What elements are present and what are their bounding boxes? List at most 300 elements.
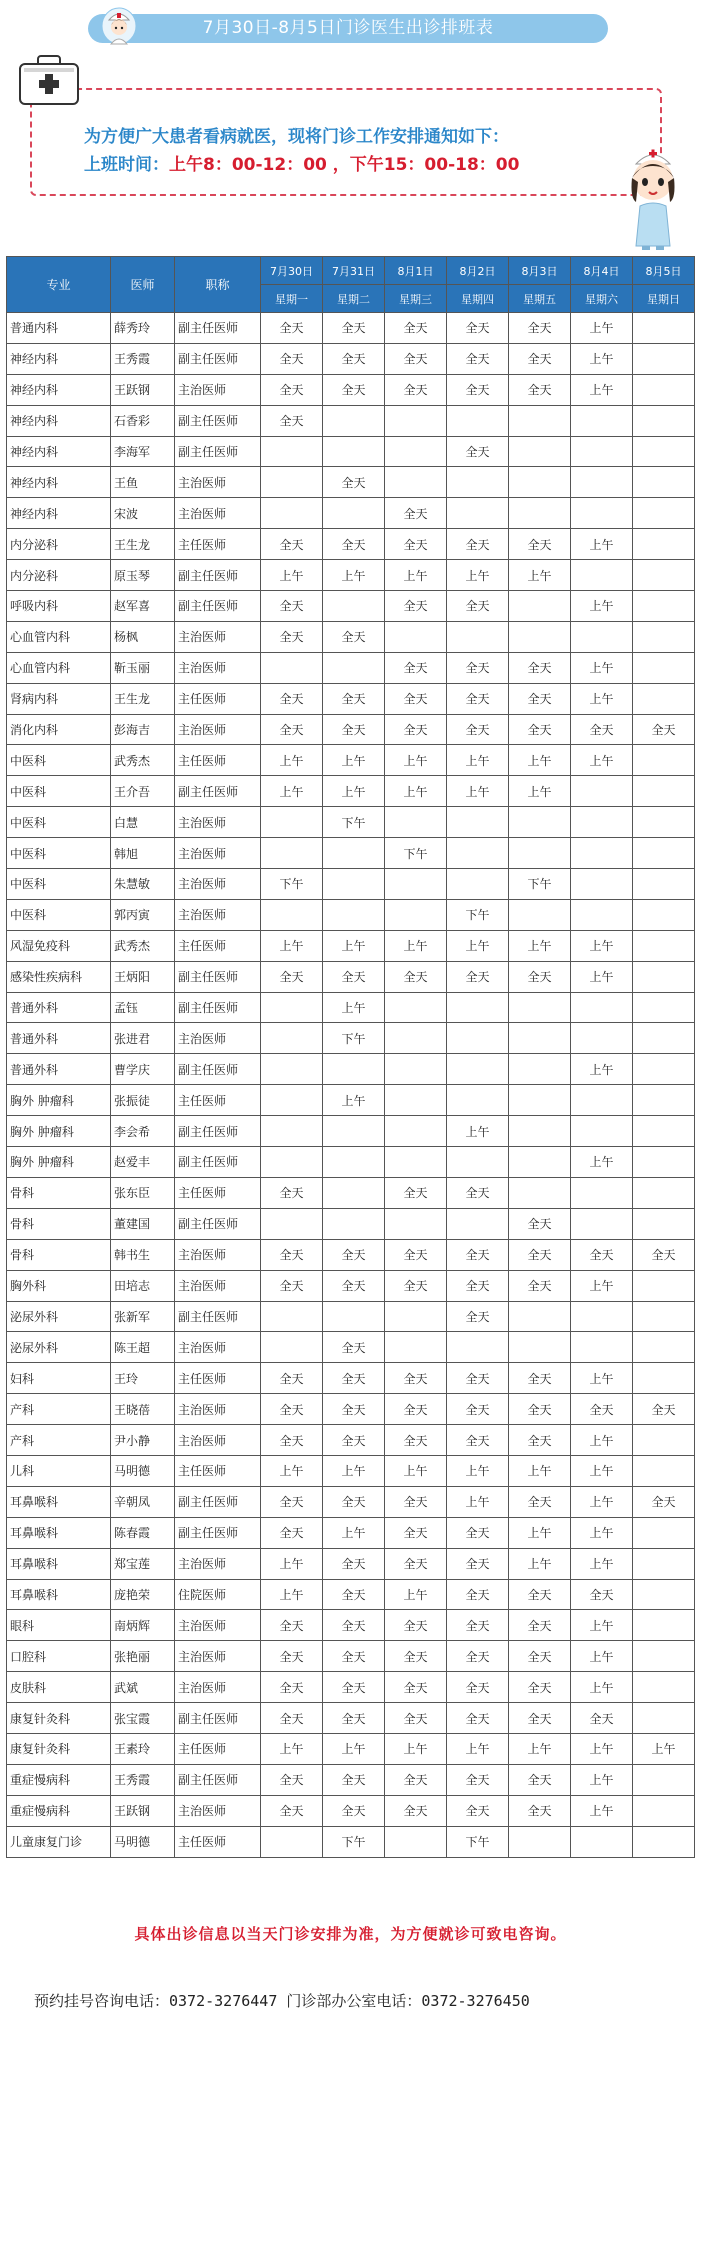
cell-title: 主治医师 <box>175 1270 261 1301</box>
cell-day: 全天 <box>385 1239 447 1270</box>
cell-day <box>261 467 323 498</box>
cell-day <box>385 1826 447 1857</box>
cell-day <box>571 560 633 591</box>
cell-day: 上午 <box>323 1517 385 1548</box>
cell-doctor: 郭丙寅 <box>111 899 175 930</box>
cell-day <box>633 313 695 344</box>
cell-day <box>509 467 571 498</box>
table-row <box>7 467 695 498</box>
cell-day: 上午 <box>447 1486 509 1517</box>
cell-department: 中医科 <box>7 899 111 930</box>
cell-department: 骨科 <box>7 1208 111 1239</box>
notice-hours <box>84 150 519 175</box>
cell-day <box>261 899 323 930</box>
table-header <box>7 257 695 313</box>
cell-department: 中医科 <box>7 869 111 900</box>
cell-day: 全天 <box>509 1394 571 1425</box>
cell-day: 上午 <box>261 776 323 807</box>
cell-day: 上午 <box>261 930 323 961</box>
cell-day <box>261 807 323 838</box>
cell-day <box>571 776 633 807</box>
cell-title: 副主任医师 <box>175 1147 261 1178</box>
cell-day <box>447 1054 509 1085</box>
cell-day: 下午 <box>323 807 385 838</box>
cell-title: 主治医师 <box>175 1239 261 1270</box>
cell-day <box>633 1301 695 1332</box>
hours-value: 上午8：00-12：00 ，下午15：00-18：00 <box>169 155 520 175</box>
cell-doctor: 石香彩 <box>111 405 175 436</box>
table-row <box>7 869 695 900</box>
cell-day: 全天 <box>447 961 509 992</box>
cell-day <box>633 374 695 405</box>
header-doctor: 医师 <box>111 257 175 313</box>
cell-day: 全天 <box>447 1764 509 1795</box>
cell-day <box>447 1085 509 1116</box>
cell-day <box>633 529 695 560</box>
cell-day: 上午 <box>509 1455 571 1486</box>
cell-doctor: 张东臣 <box>111 1177 175 1208</box>
cell-title: 主治医师 <box>175 899 261 930</box>
cell-day <box>633 807 695 838</box>
cell-day <box>509 1054 571 1085</box>
table-row <box>7 1641 695 1672</box>
table-row <box>7 1023 695 1054</box>
cell-doctor: 张艳丽 <box>111 1641 175 1672</box>
table-row <box>7 405 695 436</box>
cell-day: 上午 <box>447 930 509 961</box>
table-row <box>7 1363 695 1394</box>
cell-day: 全天 <box>323 467 385 498</box>
table-row <box>7 930 695 961</box>
cell-department: 骨科 <box>7 1239 111 1270</box>
cell-day: 全天 <box>323 1332 385 1363</box>
table-row <box>7 1764 695 1795</box>
cell-department: 普通外科 <box>7 1054 111 1085</box>
cell-title: 副主任医师 <box>175 1301 261 1332</box>
cell-title: 主任医师 <box>175 1177 261 1208</box>
cell-day <box>323 838 385 869</box>
cell-day: 全天 <box>261 374 323 405</box>
cell-day <box>261 652 323 683</box>
page-title: 7月30日-8月5日门诊医生出诊排班表 <box>88 14 608 43</box>
cell-day <box>633 1270 695 1301</box>
cell-day: 全天 <box>509 343 571 374</box>
cell-day: 上午 <box>447 745 509 776</box>
cell-day: 上午 <box>261 560 323 591</box>
cell-day: 上午 <box>385 1579 447 1610</box>
cell-doctor: 赵爱丰 <box>111 1147 175 1178</box>
cell-day <box>633 930 695 961</box>
notice-intro: 为方便广大患者看病就医，现将门诊工作安排通知如下： <box>84 127 509 147</box>
cell-day <box>633 1363 695 1394</box>
table-row <box>7 1054 695 1085</box>
cell-day <box>323 1208 385 1239</box>
table-row <box>7 1116 695 1147</box>
table-row <box>7 807 695 838</box>
cell-day: 全天 <box>385 374 447 405</box>
cell-department: 神经内科 <box>7 467 111 498</box>
cell-day: 上午 <box>323 1455 385 1486</box>
cell-title: 副主任医师 <box>175 1486 261 1517</box>
cell-day <box>261 838 323 869</box>
cell-department: 康复针灸科 <box>7 1733 111 1764</box>
header-weekday: 星期二 <box>323 285 385 313</box>
cell-day: 全天 <box>323 961 385 992</box>
cell-day: 全天 <box>447 1548 509 1579</box>
cell-doctor: 张宝霞 <box>111 1703 175 1734</box>
cell-day: 全天 <box>385 343 447 374</box>
cell-title: 主治医师 <box>175 467 261 498</box>
cell-department: 神经内科 <box>7 436 111 467</box>
cell-title: 主任医师 <box>175 1085 261 1116</box>
cell-day: 全天 <box>323 313 385 344</box>
cell-day <box>323 405 385 436</box>
cell-day: 全天 <box>571 1703 633 1734</box>
header-weekday: 星期六 <box>571 285 633 313</box>
cell-day: 上午 <box>385 745 447 776</box>
cell-day: 上午 <box>509 930 571 961</box>
table-row <box>7 1270 695 1301</box>
cell-day <box>323 1116 385 1147</box>
cell-doctor: 宋波 <box>111 498 175 529</box>
cell-day <box>633 1641 695 1672</box>
table-row <box>7 1085 695 1116</box>
cell-day: 全天 <box>261 529 323 560</box>
cell-department: 中医科 <box>7 776 111 807</box>
cell-day: 全天 <box>509 1579 571 1610</box>
cell-day: 全天 <box>323 1703 385 1734</box>
cell-day: 上午 <box>509 776 571 807</box>
cell-doctor: 陈春霞 <box>111 1517 175 1548</box>
cell-day: 全天 <box>385 1486 447 1517</box>
cell-day <box>509 1116 571 1147</box>
medical-kit-icon <box>14 52 84 108</box>
cell-day: 下午 <box>323 1023 385 1054</box>
header-date: 8月1日 <box>385 257 447 285</box>
cell-day: 全天 <box>385 1548 447 1579</box>
cell-day <box>633 1116 695 1147</box>
cell-day: 全天 <box>571 714 633 745</box>
cell-day: 全天 <box>509 1795 571 1826</box>
cell-doctor: 曹学庆 <box>111 1054 175 1085</box>
cell-title: 主任医师 <box>175 930 261 961</box>
cell-department: 耳鼻喉科 <box>7 1486 111 1517</box>
cell-day <box>571 405 633 436</box>
header-date: 8月4日 <box>571 257 633 285</box>
cell-doctor: 李海军 <box>111 436 175 467</box>
cell-day: 全天 <box>261 1425 323 1456</box>
cell-day: 全天 <box>261 1394 323 1425</box>
cell-day <box>323 869 385 900</box>
hours-label: 上班时间： <box>84 155 169 175</box>
cell-day <box>571 838 633 869</box>
cell-day <box>261 1116 323 1147</box>
table-row <box>7 1579 695 1610</box>
cell-department: 肾病内科 <box>7 683 111 714</box>
table-row <box>7 498 695 529</box>
cell-doctor: 陈王超 <box>111 1332 175 1363</box>
cell-day: 全天 <box>447 1177 509 1208</box>
cell-department: 儿科 <box>7 1455 111 1486</box>
cell-day <box>385 1116 447 1147</box>
cell-day: 上午 <box>571 745 633 776</box>
table-row <box>7 1548 695 1579</box>
cell-day: 上午 <box>323 745 385 776</box>
cell-day <box>509 1147 571 1178</box>
table-body <box>7 313 695 1858</box>
cell-day <box>509 498 571 529</box>
cell-day: 下午 <box>447 899 509 930</box>
cell-department: 中医科 <box>7 838 111 869</box>
cell-day <box>385 869 447 900</box>
cell-day: 全天 <box>323 1672 385 1703</box>
cell-title: 副主任医师 <box>175 343 261 374</box>
header-date: 8月2日 <box>447 257 509 285</box>
cell-day: 上午 <box>447 1733 509 1764</box>
cell-day: 上午 <box>261 1733 323 1764</box>
cell-day: 全天 <box>385 714 447 745</box>
cell-doctor: 原玉琴 <box>111 560 175 591</box>
cell-day <box>509 838 571 869</box>
cell-day: 全天 <box>385 529 447 560</box>
cell-doctor: 王跃钢 <box>111 374 175 405</box>
cell-day: 上午 <box>385 1455 447 1486</box>
cell-day: 上午 <box>571 1641 633 1672</box>
table-row <box>7 1394 695 1425</box>
cell-day <box>509 436 571 467</box>
cell-doctor: 庞艳荣 <box>111 1579 175 1610</box>
cell-day <box>509 1301 571 1332</box>
cell-day: 上午 <box>509 1517 571 1548</box>
cell-day: 全天 <box>509 1641 571 1672</box>
cell-day: 全天 <box>509 529 571 560</box>
cell-day <box>261 1826 323 1857</box>
cell-day <box>509 591 571 622</box>
cell-day: 全天 <box>447 714 509 745</box>
cell-day: 全天 <box>447 529 509 560</box>
table-row <box>7 1517 695 1548</box>
header-department: 专业 <box>7 257 111 313</box>
cell-department: 中医科 <box>7 807 111 838</box>
cell-day <box>571 1023 633 1054</box>
cell-day: 全天 <box>509 714 571 745</box>
cell-day: 全天 <box>323 1363 385 1394</box>
cell-day <box>385 1023 447 1054</box>
cell-day <box>633 1147 695 1178</box>
cell-day <box>447 992 509 1023</box>
cell-doctor: 王跃钢 <box>111 1795 175 1826</box>
cell-day: 全天 <box>509 961 571 992</box>
table-row <box>7 560 695 591</box>
cell-day: 全天 <box>323 343 385 374</box>
header-weekday: 星期四 <box>447 285 509 313</box>
cell-day <box>633 961 695 992</box>
cell-day: 全天 <box>261 1270 323 1301</box>
cell-day: 全天 <box>261 1177 323 1208</box>
cell-day <box>571 899 633 930</box>
cell-day: 上午 <box>571 374 633 405</box>
cell-department: 儿童康复门诊 <box>7 1826 111 1857</box>
table-row <box>7 621 695 652</box>
cell-department: 心血管内科 <box>7 652 111 683</box>
cell-day: 全天 <box>385 498 447 529</box>
table-row <box>7 1795 695 1826</box>
cell-day: 上午 <box>385 1733 447 1764</box>
cell-day <box>323 591 385 622</box>
cell-day <box>261 1332 323 1363</box>
cell-title: 副主任医师 <box>175 1054 261 1085</box>
table-row <box>7 1486 695 1517</box>
cell-day <box>261 1301 323 1332</box>
cell-doctor: 张振徒 <box>111 1085 175 1116</box>
cell-day <box>633 1177 695 1208</box>
cell-doctor: 薛秀玲 <box>111 313 175 344</box>
cell-title: 住院医师 <box>175 1579 261 1610</box>
cell-day: 上午 <box>571 343 633 374</box>
cell-day <box>447 405 509 436</box>
cell-day: 全天 <box>261 1239 323 1270</box>
cell-doctor: 朱慧敏 <box>111 869 175 900</box>
cell-day: 全天 <box>261 1517 323 1548</box>
cell-title: 主治医师 <box>175 374 261 405</box>
cell-day: 上午 <box>447 776 509 807</box>
table-row <box>7 436 695 467</box>
cell-day: 上午 <box>571 1764 633 1795</box>
cell-title: 主治医师 <box>175 838 261 869</box>
cell-day <box>323 498 385 529</box>
table-row <box>7 1733 695 1764</box>
cell-department: 风湿免疫科 <box>7 930 111 961</box>
cell-day: 上午 <box>261 745 323 776</box>
cell-day <box>447 1023 509 1054</box>
cell-day <box>385 467 447 498</box>
cell-doctor: 彭海吉 <box>111 714 175 745</box>
nurse-illustration-icon <box>618 142 688 250</box>
cell-day: 全天 <box>323 1425 385 1456</box>
cell-department: 消化内科 <box>7 714 111 745</box>
cell-day <box>633 1795 695 1826</box>
cell-day <box>447 621 509 652</box>
cell-doctor: 王秀霞 <box>111 1764 175 1795</box>
cell-day: 上午 <box>571 1147 633 1178</box>
cell-day: 全天 <box>509 1425 571 1456</box>
table-row <box>7 1455 695 1486</box>
cell-department: 泌尿外科 <box>7 1332 111 1363</box>
cell-day <box>509 992 571 1023</box>
cell-day: 全天 <box>509 374 571 405</box>
cell-department: 泌尿外科 <box>7 1301 111 1332</box>
cell-doctor: 王鱼 <box>111 467 175 498</box>
cell-title: 主任医师 <box>175 745 261 776</box>
cell-day: 全天 <box>261 1641 323 1672</box>
cell-day <box>261 1208 323 1239</box>
cell-day: 全天 <box>447 591 509 622</box>
header-date: 8月3日 <box>509 257 571 285</box>
header-date: 7月31日 <box>323 257 385 285</box>
cell-day: 上午 <box>571 1733 633 1764</box>
cell-day <box>261 1147 323 1178</box>
cell-department: 胸外科 <box>7 1270 111 1301</box>
cell-title: 主任医师 <box>175 529 261 560</box>
cell-day <box>571 498 633 529</box>
cell-day: 全天 <box>633 714 695 745</box>
cell-title: 主任医师 <box>175 1363 261 1394</box>
cell-day <box>633 1548 695 1579</box>
cell-day: 全天 <box>385 1425 447 1456</box>
table-row <box>7 714 695 745</box>
cell-title: 副主任医师 <box>175 961 261 992</box>
cell-department: 胸外 肿瘤科 <box>7 1116 111 1147</box>
cell-day <box>633 436 695 467</box>
cell-day <box>571 1301 633 1332</box>
cell-day: 全天 <box>447 1703 509 1734</box>
cell-day: 全天 <box>571 1394 633 1425</box>
cell-department: 呼吸内科 <box>7 591 111 622</box>
cell-day <box>509 1023 571 1054</box>
cell-day <box>509 405 571 436</box>
header-title: 职称 <box>175 257 261 313</box>
cell-day: 全天 <box>323 1239 385 1270</box>
cell-day <box>571 467 633 498</box>
table-row <box>7 1610 695 1641</box>
cell-day: 上午 <box>571 1054 633 1085</box>
cell-day <box>385 1301 447 1332</box>
cell-day: 上午 <box>571 591 633 622</box>
cell-day <box>571 1826 633 1857</box>
cell-day <box>633 1054 695 1085</box>
cell-day: 全天 <box>385 961 447 992</box>
cell-title: 主治医师 <box>175 1641 261 1672</box>
cell-day: 上午 <box>385 776 447 807</box>
cell-department: 普通外科 <box>7 992 111 1023</box>
cell-day: 全天 <box>385 1394 447 1425</box>
cell-doctor: 韩旭 <box>111 838 175 869</box>
cell-day <box>509 621 571 652</box>
cell-day: 上午 <box>571 961 633 992</box>
cell-department: 神经内科 <box>7 343 111 374</box>
table-row <box>7 1672 695 1703</box>
cell-day <box>633 343 695 374</box>
cell-day: 全天 <box>261 1486 323 1517</box>
cell-day <box>633 1332 695 1363</box>
cell-day: 全天 <box>323 1394 385 1425</box>
cell-title: 副主任医师 <box>175 560 261 591</box>
table-row <box>7 1826 695 1857</box>
cell-day: 全天 <box>261 1610 323 1641</box>
cell-day: 全天 <box>633 1239 695 1270</box>
cell-day: 全天 <box>261 343 323 374</box>
cell-day <box>509 807 571 838</box>
cell-day <box>447 807 509 838</box>
cell-day: 上午 <box>571 1795 633 1826</box>
footer-phone: 预约挂号咨询电话：0372-3276447 门诊部办公室电话：0372-3276450 <box>34 1992 530 2010</box>
cell-doctor: 武斌 <box>111 1672 175 1703</box>
cell-day: 全天 <box>261 714 323 745</box>
cell-day: 全天 <box>261 621 323 652</box>
cell-title: 主治医师 <box>175 652 261 683</box>
cell-day: 全天 <box>509 1270 571 1301</box>
cell-doctor: 王介吾 <box>111 776 175 807</box>
cell-day: 全天 <box>385 683 447 714</box>
cell-doctor: 辛朝凤 <box>111 1486 175 1517</box>
cell-day: 全天 <box>323 529 385 560</box>
cell-title: 主治医师 <box>175 1672 261 1703</box>
cell-department: 口腔科 <box>7 1641 111 1672</box>
nurse-avatar-icon <box>100 6 138 46</box>
cell-doctor: 杨枫 <box>111 621 175 652</box>
cell-day: 全天 <box>447 1394 509 1425</box>
schedule-table <box>6 256 695 1858</box>
